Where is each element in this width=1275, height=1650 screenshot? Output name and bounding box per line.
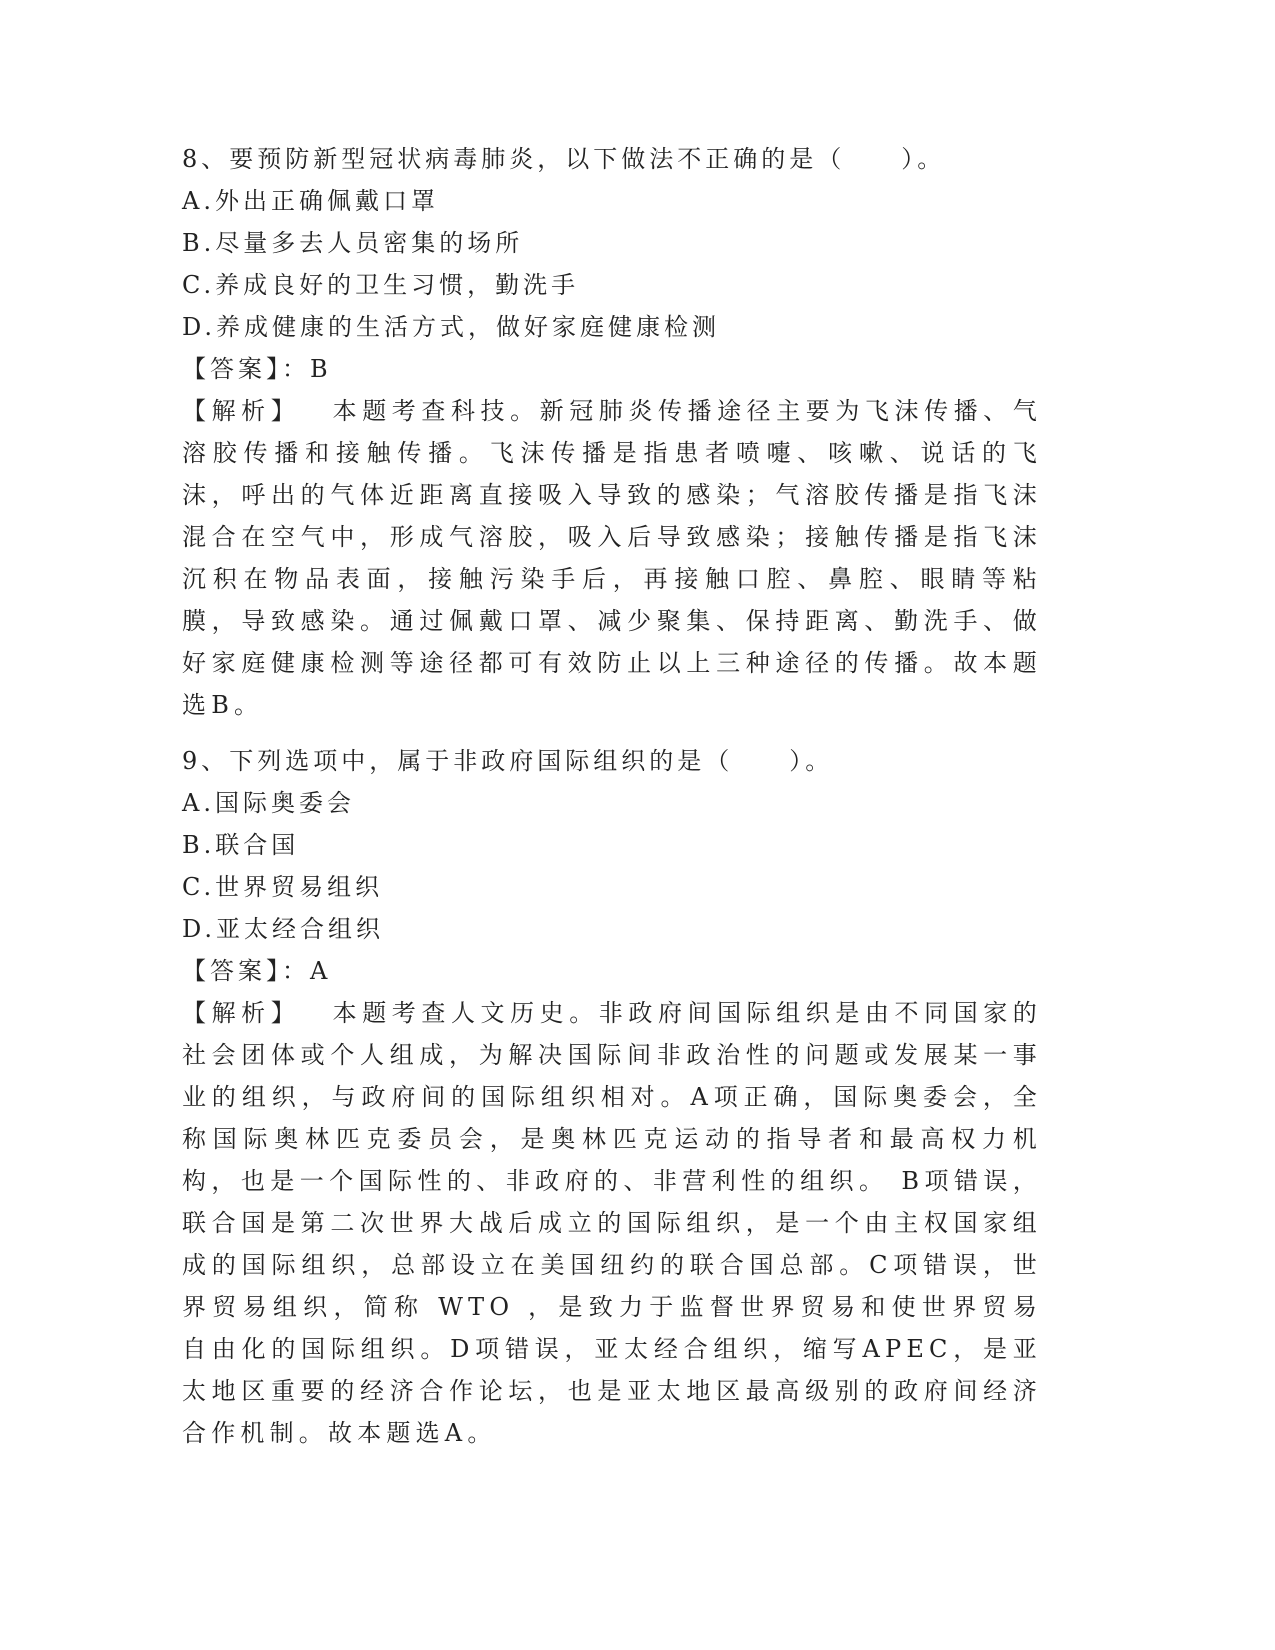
analysis [182,992,1042,1454]
analysis-text: 本题考查科技。新冠肺炎传播途径主要为飞沫传播、气溶胶传播和接触传播。飞沫传播是指患者喷嚏、咳嗽、说话的飞沫，呼出的气体近距离直接吸入导致的感染；气溶胶传播是指飞沫混合在空气中，形成气溶胶，吸入后导致感染；接触传播是指飞沫沉积在物品表面，接触污染手后，再接触口腔、鼻腔、眼睛等粘膜，导致感染。通过佩戴口罩、减少聚集、保持距离、勤洗手、做好家庭健康检测等途径都可有效防止以上三种途径的传播。故本题选B。 [182,397,1042,719]
option-d: D.亚太经合组织 [182,915,385,943]
question-stem: 8、要预防新型冠状病毒肺炎，以下做法不正确的是（ ）。 [182,145,946,173]
option-c: C.世界贸易组织 [182,873,384,901]
option-b: B.联合国 [182,831,300,859]
analysis-label: 【解析】 [182,999,301,1027]
question-stem: 9、下列选项中，属于非政府国际组织的是（ ）。 [182,747,834,775]
answer-value: B [310,355,332,383]
answer-line [182,950,1042,992]
answer-line [182,348,1042,390]
option-a: A.外出正确佩戴口罩 [182,187,439,215]
option-a: A.国际奥委会 [182,789,355,817]
analysis-text: 本题考查人文历史。非政府间国际组织是由不同国家的社会团体或个人组成，为解决国际间非政治性的问题或发展某一事业的组织，与政府间的国际组织相对。A项正确，国际奥委会，全称国际奥林匹克委员会，是奥林匹克运动的指导者和最高权力机构，也是一个国际性的、非政府的、非营利性的组织。 B项错误，联合国是第二次世界大战后成立的国际组织，是一个由主权国家组成的国际组织，总部设立在美国纽约的联合国总部。C项错误，世界贸易组织，简称 WTO ，是致力于监督世界贸易和使世界贸易自由化的国际组织。D项错误，亚太经合组织，缩写APEC，是亚太地区重要的经济合作论坛，也是亚太地区最高级别的政府间经济合作机制。故本题选A。 [182,999,1042,1447]
question-8 [182,138,1042,726]
document-page [182,138,1042,1454]
analysis-label: 【解析】 [182,397,301,425]
question-9 [182,740,1042,1454]
option-b: B.尽量多去人员密集的场所 [182,229,524,257]
option-c: C.养成良好的卫生习惯，勤洗手 [182,271,580,299]
analysis [182,390,1042,726]
option-d: D.养成健康的生活方式，做好家庭健康检测 [182,313,721,341]
answer-value: A [310,957,332,985]
answer-label: 【答案】： [182,355,310,383]
answer-label: 【答案】： [182,957,310,985]
